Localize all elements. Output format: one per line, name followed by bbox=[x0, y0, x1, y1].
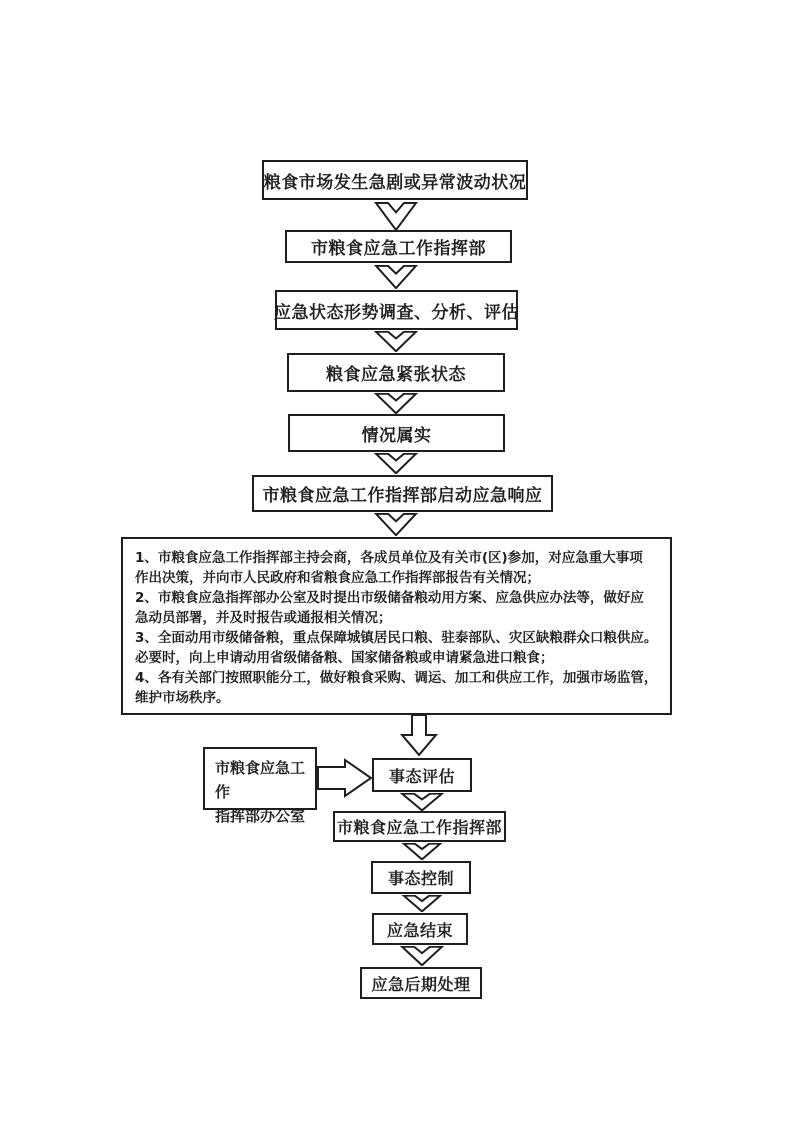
down-arrow-icon-1 bbox=[372, 202, 420, 231]
flow-box-label: 事态评估 bbox=[388, 766, 455, 786]
down-arrow-icon-8 bbox=[400, 843, 444, 860]
flow-box-label: 应急状态形势调查、分析、评估 bbox=[274, 302, 519, 323]
measure-line: 急动员部署，并及时报告或通报相关情况； bbox=[135, 610, 392, 626]
measure-line: 必要时，向上申请动用省级储备粮、国家储备粮或申请紧急进口粮食； bbox=[135, 650, 554, 666]
side-box-line: 指挥部办公室 bbox=[215, 807, 306, 825]
down-arrow-icon-2 bbox=[372, 265, 420, 289]
flow-box-situation-confirmed bbox=[288, 414, 505, 452]
down-arrow-icon-5 bbox=[372, 453, 420, 474]
flow-box-post-emergency-handling bbox=[360, 967, 482, 999]
down-arrow-icon-10 bbox=[398, 946, 446, 966]
measure-line: 维护市场秩序。 bbox=[135, 690, 230, 706]
down-arrow-icon-9 bbox=[400, 895, 444, 912]
flow-box-label: 市粮食应急工作指挥部 bbox=[336, 818, 502, 837]
flow-box-label: 粮食市场发生急剧或异常波动状况 bbox=[263, 172, 527, 193]
detail-box-response-measures bbox=[121, 537, 672, 715]
flow-box-label: 市粮食应急工作指挥部 bbox=[311, 239, 486, 259]
flow-box-market-abnormal-fluctuation bbox=[262, 160, 528, 200]
flow-box-grain-emergency-tension bbox=[287, 353, 505, 392]
flow-box-label: 市粮食应急工作指挥部启动应急响应 bbox=[262, 486, 543, 506]
right-block-arrow-icon bbox=[317, 758, 373, 798]
flow-box-situation-assessment bbox=[372, 758, 472, 792]
flow-box-label: 粮食应急紧张状态 bbox=[326, 365, 466, 385]
down-arrow-icon-3 bbox=[372, 331, 420, 352]
side-box-line: 市粮食应急工作 bbox=[215, 759, 306, 801]
measure-line: 4、各有关部门按照职能分工，做好粮食采购、调运、加工和供应工作，加强市场监管， bbox=[135, 670, 658, 686]
measure-line: 3、全面动用市级储备粮，重点保障城镇居民口粮、驻泰部队、灾区缺粮群众口粮供应。 bbox=[135, 630, 658, 646]
measure-line: 2、市粮食应急指挥部办公室及时提出市级储备粮动用方案、应急供应办法等，做好应 bbox=[135, 590, 644, 606]
measure-line: 作出决策，并向市人民政府和省粮食应急工作指挥部报告有关情况； bbox=[135, 570, 540, 586]
down-arrow-icon-7 bbox=[398, 793, 446, 811]
measure-line: 1、市粮食应急工作指挥部主持会商，各成员单位及有关市(区)参加，对应急重大事项 bbox=[135, 550, 643, 566]
flow-box-label: 应急结束 bbox=[386, 920, 453, 940]
down-arrow-icon-4 bbox=[372, 393, 420, 414]
flow-box-emergency-command-2 bbox=[333, 811, 506, 842]
flow-box-label: 情况属实 bbox=[361, 425, 432, 446]
down-block-arrow-icon bbox=[399, 715, 439, 757]
flow-box-label: 应急后期处理 bbox=[371, 974, 471, 994]
flow-box-emergency-command bbox=[285, 230, 512, 263]
down-arrow-icon-6 bbox=[372, 513, 420, 536]
flow-box-situation-investigation bbox=[275, 290, 518, 330]
flow-box-emergency-end bbox=[372, 913, 468, 945]
side-box-command-office bbox=[203, 747, 317, 825]
flow-box-situation-control bbox=[371, 861, 471, 894]
flow-box-start-emergency-response bbox=[252, 475, 553, 512]
flow-box-label: 事态控制 bbox=[387, 869, 454, 888]
